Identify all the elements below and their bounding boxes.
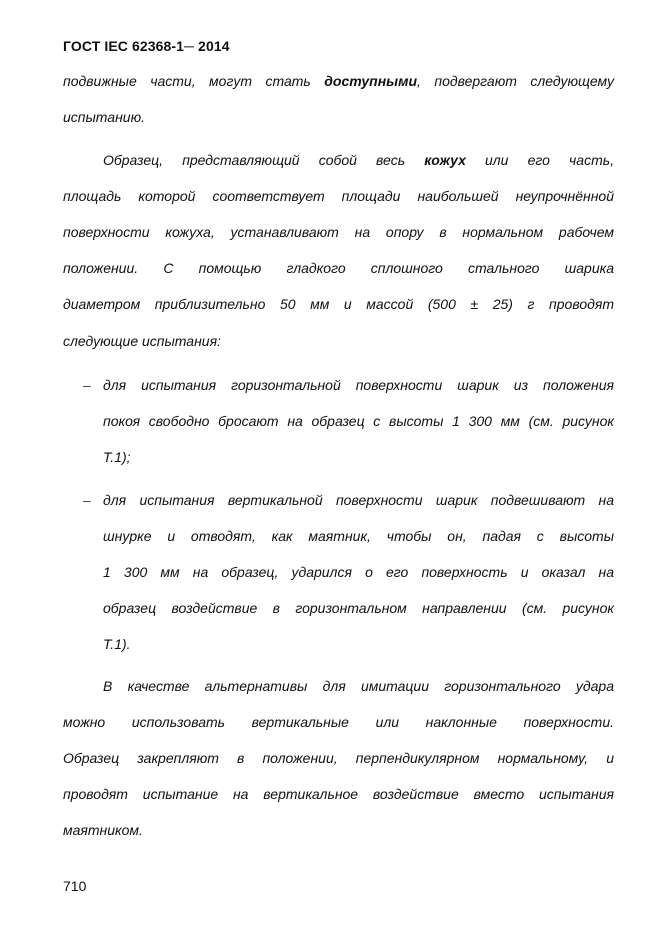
p2-text-a: Образец, представляющий собой весь bbox=[103, 152, 425, 168]
p1-text-c: , подвергают следующему bbox=[417, 73, 614, 89]
p3-line-5: маятником. bbox=[63, 822, 143, 838]
document-header: ГОСТ IEC 62368-1─ 2014 bbox=[63, 38, 230, 54]
p2-bold-term: кожух bbox=[424, 152, 466, 168]
p2-line-2: площадь которой соответствует площади наибольшей неупрочнённой bbox=[63, 188, 614, 204]
list-item-2-line-1: для испытания вертикальной поверхности шарик подвешивают на bbox=[103, 492, 614, 508]
p2-text-c: или его часть, bbox=[465, 152, 614, 168]
list-item-1-line-1: для испытания горизонтальной поверхности шарик из положения bbox=[103, 377, 614, 393]
list-item-2-line-5: Т.1). bbox=[103, 636, 131, 652]
p2-line-5: диаметром приблизительно 50 мм и массой (500 ± 25) г проводят bbox=[63, 296, 614, 312]
p1-line-1 bbox=[63, 72, 614, 90]
p1-line-2: испытанию. bbox=[63, 109, 145, 125]
p2-line-1 bbox=[103, 151, 614, 169]
p1-text-a: подвижные части, могут стать bbox=[63, 73, 325, 89]
p3-line-2: можно использовать вертикальные или наклонные поверхности. bbox=[63, 714, 614, 730]
list-item-1-line-3: Т.1); bbox=[103, 449, 131, 465]
page-number: 710 bbox=[63, 878, 87, 894]
p3-line-1: В качестве альтернативы для имитации горизонтального удара bbox=[103, 678, 614, 694]
p3-line-3: Образец закрепляют в положении, перпендикулярном нормальному, и bbox=[63, 750, 614, 766]
p2-line-3: поверхности кожуха, устанавливают на опору в нормальном рабочем bbox=[63, 224, 614, 240]
list-bullet-2: – bbox=[83, 492, 91, 508]
list-item-1-line-2: покоя свободно бросают на образец с высоты 1 300 мм (см. рисунок bbox=[103, 413, 614, 429]
p1-bold-term: доступными bbox=[324, 73, 418, 89]
list-item-2-line-3: 1 300 мм на образец, ударился о его поверхность и оказал на bbox=[103, 564, 614, 580]
list-bullet-1: – bbox=[83, 377, 91, 393]
list-item-2-line-4: образец воздействие в горизонтальном направлении (см. рисунок bbox=[103, 600, 614, 616]
p2-line-4: положении. С помощью гладкого сплошного стального шарика bbox=[63, 260, 614, 276]
p2-line-6: следующие испытания: bbox=[63, 333, 221, 349]
list-item-2-line-2: шнурке и отводят, как маятник, чтобы он, падая с высоты bbox=[103, 528, 614, 544]
p3-line-4: проводят испытание на вертикальное воздействие вместо испытания bbox=[63, 786, 614, 802]
